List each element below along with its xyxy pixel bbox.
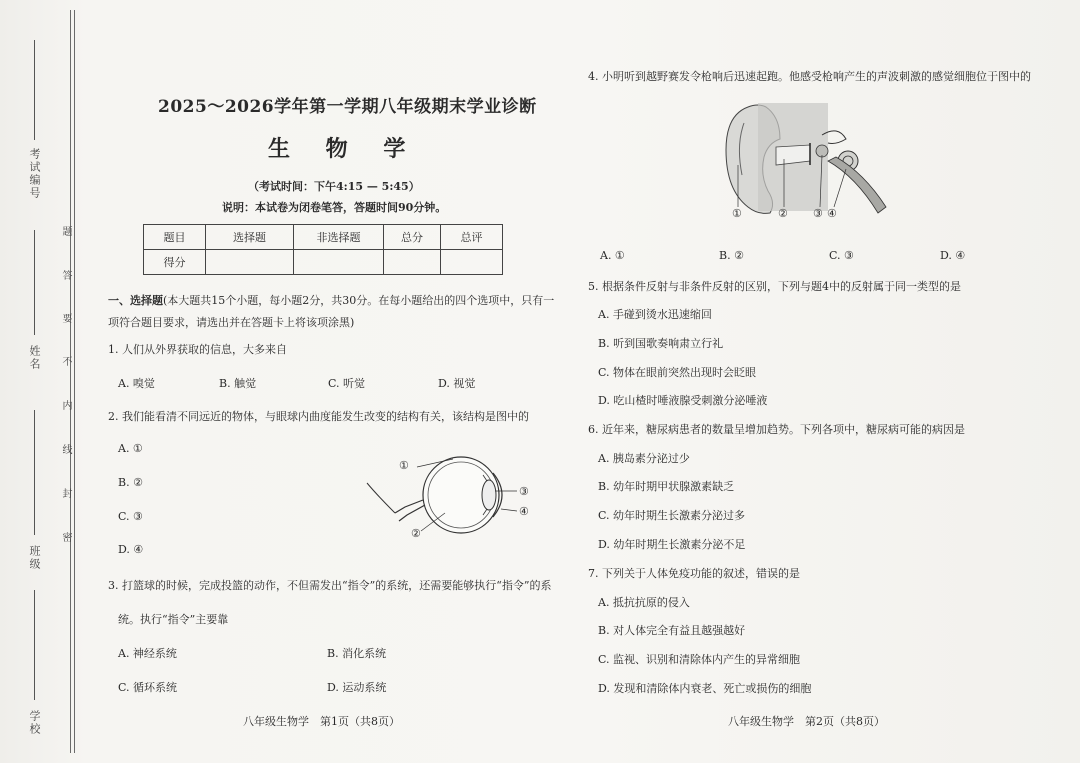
section-heading-text: (本大题共15个小题，每小题2分，共30分。在每小题给出的四个选项中，只有一 — [163, 294, 555, 307]
score-table-score-row — [144, 250, 503, 275]
q4-option-d: D. ④ — [940, 249, 966, 262]
score-header-cell: 总分 — [384, 225, 441, 250]
q2-option-d: D. ④ — [118, 543, 144, 556]
q2-stem: 2. 我们能看清不同远近的物体，与眼球内曲度能发生改变的结构有关，该结构是图中的 — [108, 410, 529, 423]
field-exam-number-label: 考试编号 — [28, 148, 41, 200]
binding-line-inner — [74, 10, 75, 753]
field-exam-number-blank — [34, 40, 35, 140]
eye-label-1: ① — [399, 459, 409, 472]
q6-option-d: D. 幼年时期生长激素分泌不足 — [598, 538, 746, 551]
eye-label-3: ③ — [519, 485, 529, 498]
ear-label-3: ③ — [813, 207, 823, 220]
left-page-footer: 八年级生物学 第1页（共8页） — [243, 715, 400, 728]
q7-option-c: C. 监视、识别和清除体内产生的异常细胞 — [598, 653, 801, 666]
q1-stem: 1. 人们从外界获取的信息，大多来自 — [108, 343, 287, 356]
eye-label-4: ④ — [519, 505, 529, 518]
score-row-label: 得分 — [144, 250, 206, 275]
q1-option-c: C. 听觉 — [328, 377, 366, 390]
q4-option-c: C. ③ — [829, 249, 854, 262]
score-table — [143, 224, 503, 275]
seal-char: 要 — [60, 313, 71, 323]
score-table-header-row — [144, 225, 503, 250]
seal-char: 不 — [60, 356, 71, 366]
q7-option-b: B. 对人体完全有益且越强越好 — [598, 624, 746, 637]
exam-instructions: 说明：本试卷为闭卷笔答，答题时间90分钟。 — [222, 201, 447, 214]
seal-char: 密 — [60, 532, 71, 542]
q7-stem: 7. 下列关于人体免疫功能的叙述，错误的是 — [588, 567, 800, 580]
q3-option-c: C. 循环系统 — [118, 681, 178, 694]
q4-option-a: A. ① — [600, 249, 625, 262]
seal-char: 线 — [60, 444, 71, 454]
q2-option-a: A. ① — [118, 442, 143, 455]
q5-option-b: B. 听到国歌奏响肃立行礼 — [598, 337, 724, 350]
eye-diagram — [365, 445, 550, 550]
ear-diagram — [718, 95, 893, 225]
q5-option-a: A. 手碰到烫水迅速缩回 — [598, 308, 712, 321]
seal-char: 答 — [60, 270, 71, 280]
q1-option-b: B. 触觉 — [219, 377, 257, 390]
q7-option-a: A. 抵抗抗原的侵入 — [598, 596, 690, 609]
section-heading — [108, 292, 554, 308]
q3-stem-line1: 3. 打篮球的时候，完成投篮的动作，不但需发出“指令”的系统，还需要能够执行“指令”的系 — [108, 579, 552, 592]
score-header-cell: 题目 — [144, 225, 206, 250]
q5-option-d: D. 吃山楂时唾液腺受刺激分泌唾液 — [598, 394, 768, 407]
q3-stem-line2: 统。执行“指令”主要靠 — [118, 613, 229, 626]
section-heading-bold: 一、选择题 — [108, 294, 163, 307]
score-cell — [384, 250, 441, 275]
field-class-blank — [34, 410, 35, 535]
q6-option-b: B. 幼年时期甲状腺激素缺乏 — [598, 480, 735, 493]
eye-label-2: ② — [411, 527, 421, 540]
q2-option-b: B. ② — [118, 476, 143, 489]
q5-option-c: C. 物体在眼前突然出现时会眨眼 — [598, 366, 757, 379]
q6-option-c: C. 幼年时期生长激素分泌过多 — [598, 509, 746, 522]
score-cell — [294, 250, 384, 275]
exam-title: 2025～2026学年第一学期八年级期末学业诊断 — [158, 97, 537, 117]
seal-char: 内 — [60, 400, 71, 410]
q2-option-c: C. ③ — [118, 510, 143, 523]
q1-option-d: D. 视觉 — [438, 377, 476, 390]
field-school-label: 学校 — [28, 710, 41, 736]
section-heading-line2: 项符合题目要求，请选出并在答题卡上将该项涂黑) — [108, 316, 355, 329]
q4-option-b: B. ② — [719, 249, 744, 262]
ear-diagram-svg — [718, 95, 893, 225]
score-header-cell: 非选择题 — [294, 225, 384, 250]
ear-label-1: ① — [732, 207, 742, 220]
right-page-footer: 八年级生物学 第2页（共8页） — [728, 715, 885, 728]
q5-stem: 5. 根据条件反射与非条件反射的区别，下列与题4中的反射属于同一类型的是 — [588, 280, 961, 293]
field-class-label: 班级 — [28, 545, 41, 571]
q3-option-b: B. 消化系统 — [327, 647, 387, 660]
seal-char: 封 — [60, 488, 71, 498]
field-school-blank — [34, 590, 35, 700]
q4-stem: 4. 小明听到越野赛发令枪响后迅速起跑。他感受枪响产生的声波刺激的感觉细胞位于图中的 — [588, 70, 1031, 83]
field-name-blank — [34, 230, 35, 335]
score-cell — [441, 250, 503, 275]
score-header-cell: 总评 — [441, 225, 503, 250]
exam-time: （考试时间：下午4:15 — 5:45） — [248, 180, 420, 193]
score-header-cell: 选择题 — [206, 225, 294, 250]
ear-label-4: ④ — [827, 207, 837, 220]
score-cell — [206, 250, 294, 275]
binding-line-outer — [70, 10, 71, 753]
field-name-label: 姓名 — [28, 345, 41, 371]
q1-option-a: A. 嗅觉 — [118, 377, 155, 390]
q3-option-a: A. 神经系统 — [118, 647, 177, 660]
q6-stem: 6. 近年来，糖尿病患者的数量呈增加趋势。下列各项中，糖尿病可能的病因是 — [588, 423, 965, 436]
subject-title: 生 物 学 — [268, 136, 420, 162]
seal-char: 题 — [60, 226, 71, 236]
ear-label-2: ② — [778, 207, 788, 220]
q6-option-a: A. 胰岛素分泌过少 — [598, 452, 690, 465]
q7-option-d: D. 发现和清除体内衰老、死亡或损伤的细胞 — [598, 682, 812, 695]
q3-option-d: D. 运动系统 — [327, 681, 387, 694]
